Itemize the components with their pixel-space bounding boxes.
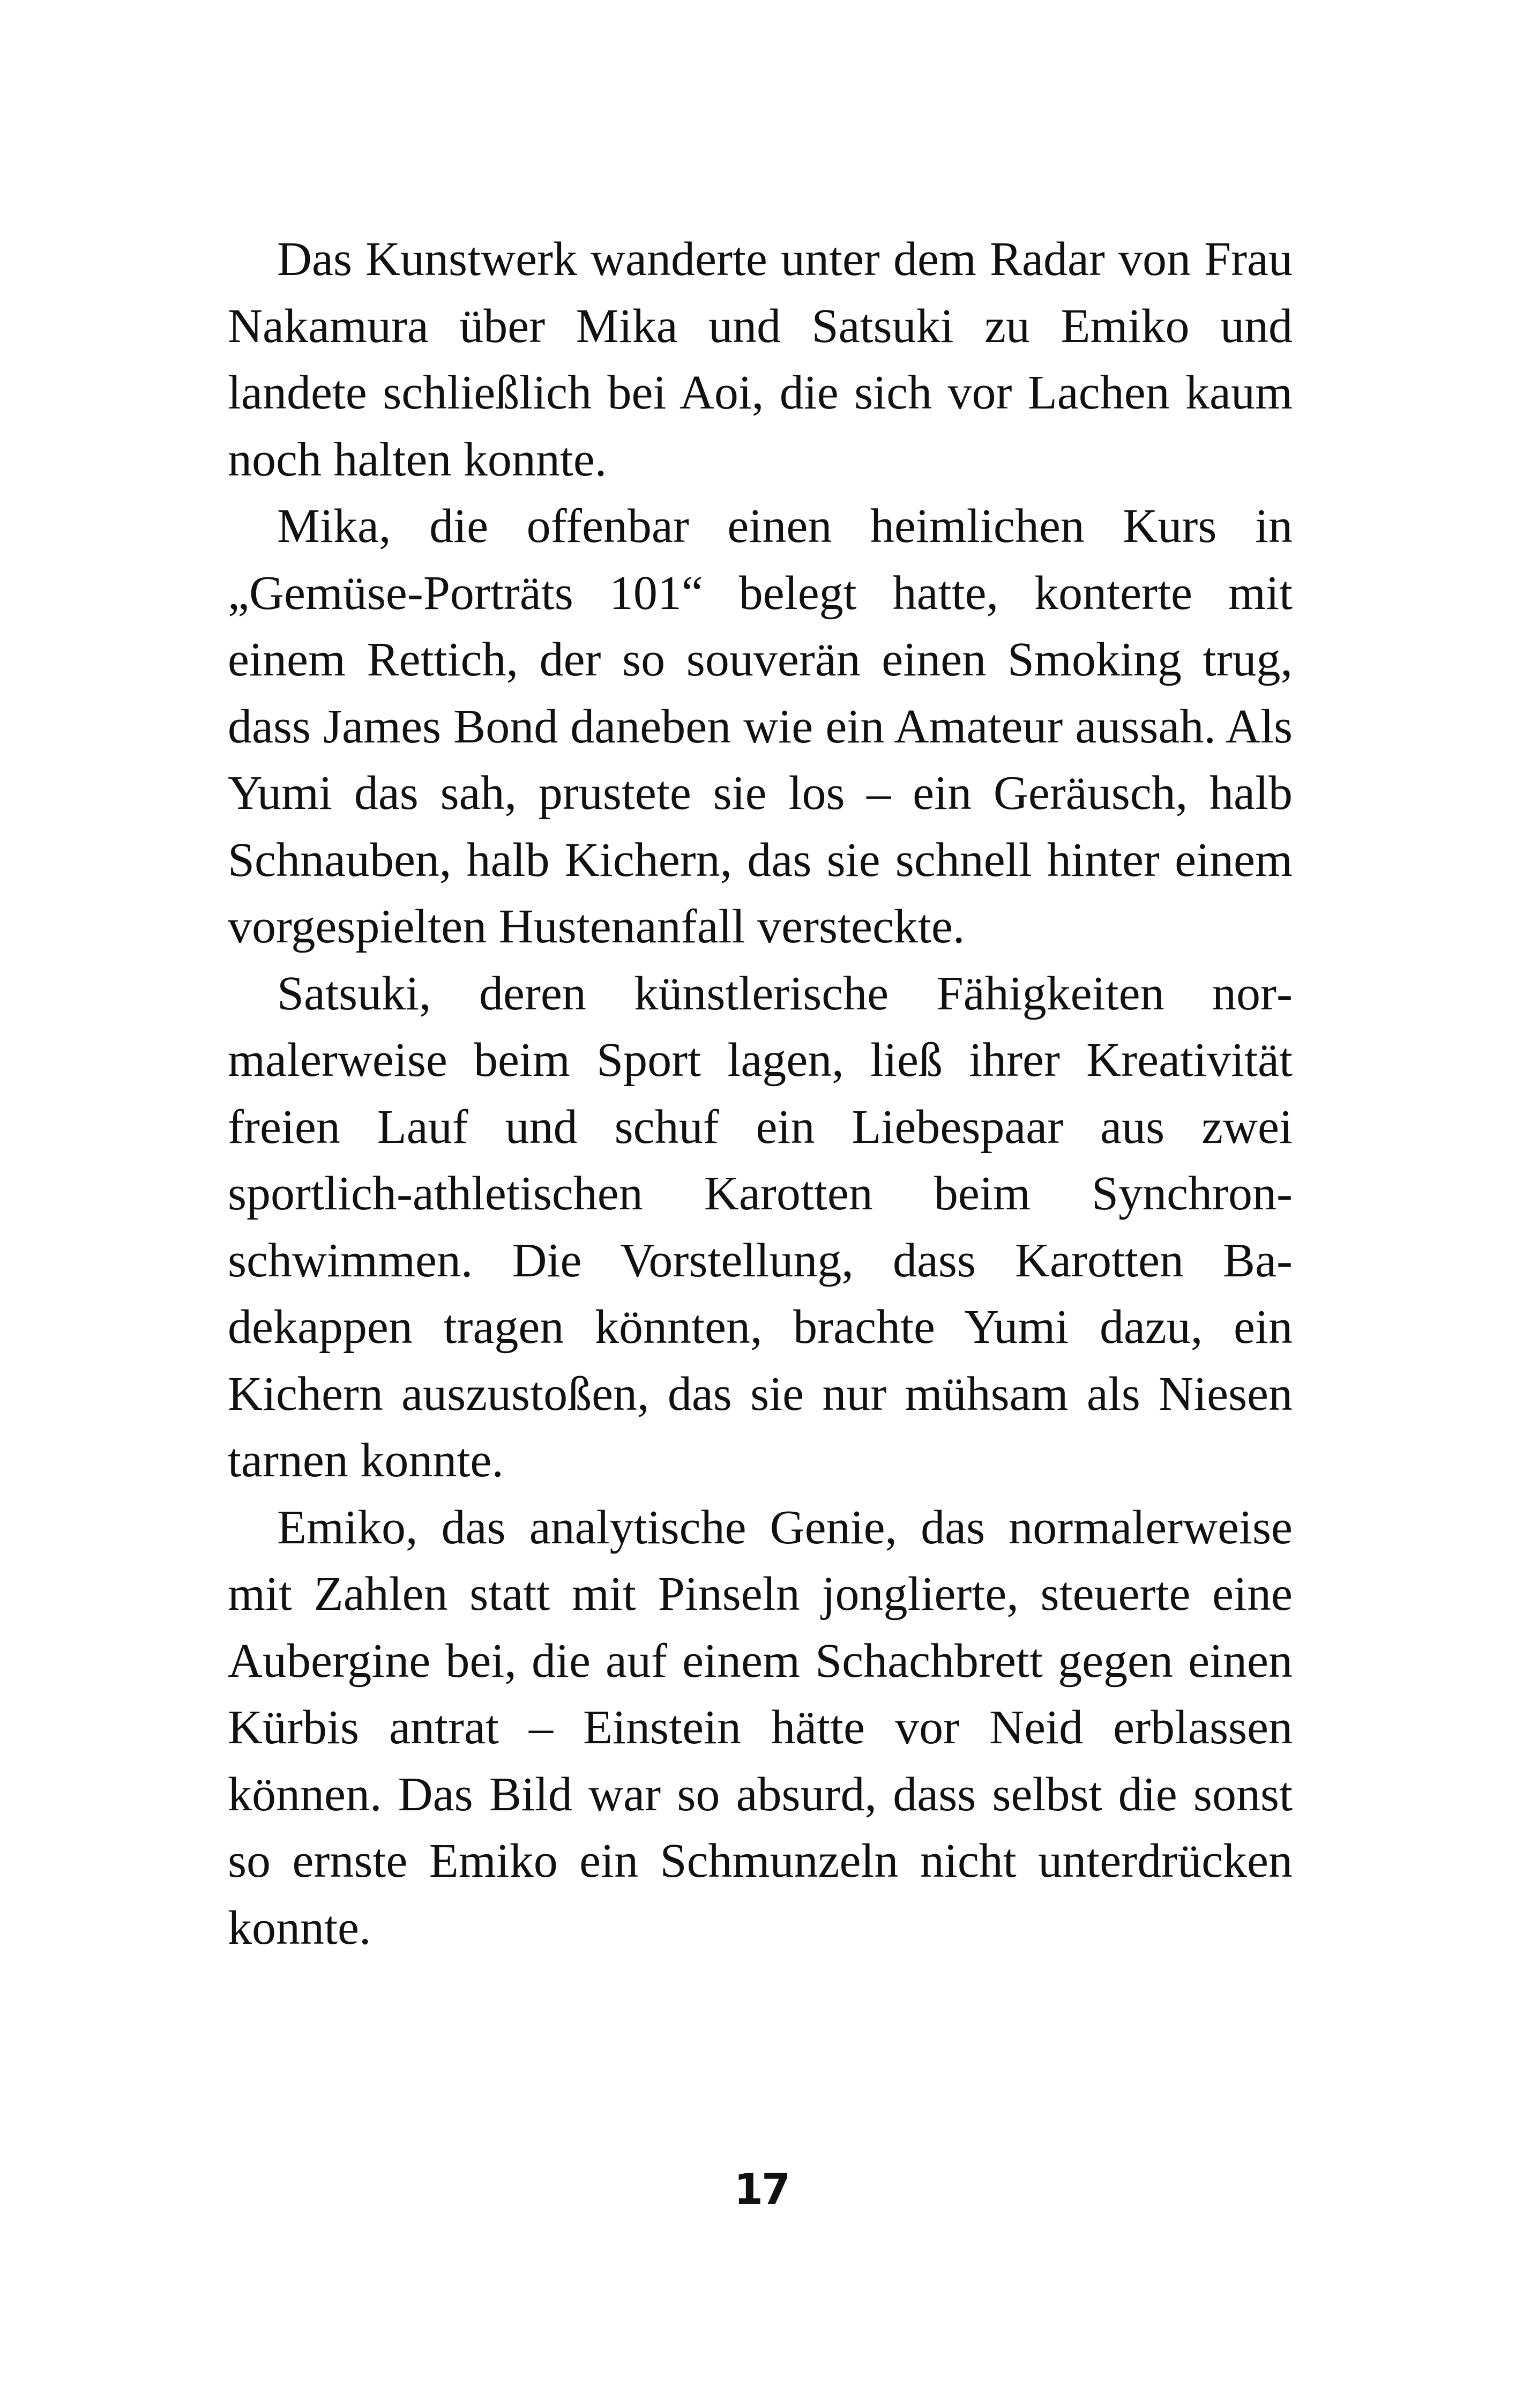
page-number: 17 [734,2166,789,2214]
paragraph-4: Emiko, das analytische Genie, das normalerweise mit Zahlen statt mit Pinseln jonglierte, steuerte eine Aubergine bei, die auf einem Schachbrett gegen einen Kürbis antrat – Einstein hätte vor Neid erblassen können. Das Bild war so absurd, dass selbst die sonst so ernste Emiko ein Schmunzeln nicht unterdrücken konnte. [228,1500,1293,1954]
paragraph-2: Mika, die offenbar einen heimlichen Kurs in „Gemüse-Porträts 101“ belegt hatte, konterte mit einem Rettich, der so souverän einen Smoking trug, dass James Bond daneben wie ein Amateur aussah. Als Yumi das sah, prustete sie los – ein Geräusch, halb Schnauben, halb Kichern, das sie schnell hinter einem vorgespielten Hustenanfall versteckte. [228,500,1293,953]
paragraph-1: Das Kunstwerk wanderte unter dem Radar von Frau Nakamura über Mika und Satsuki zu Emiko und landete schließlich bei Aoi, die sich vor Lachen kaum noch halten konnte. [228,233,1293,486]
body-text [228,226,1293,1961]
paragraph-3: Satsuki, deren künstlerische Fähigkeiten normalerweise beim Sport lagen, ließ ihrer Kreativität freien Lauf und schuf ein Liebespaar aus zwei sportlich-athletischen Karotten beim Synchronschwimmen. Die Vorstellung, dass Karotten Badekappen tragen könnten, brachte Yumi dazu, ein Kichern auszustoßen, das sie nur mühsam als Niesen tarnen konnte. [228,967,1293,1487]
